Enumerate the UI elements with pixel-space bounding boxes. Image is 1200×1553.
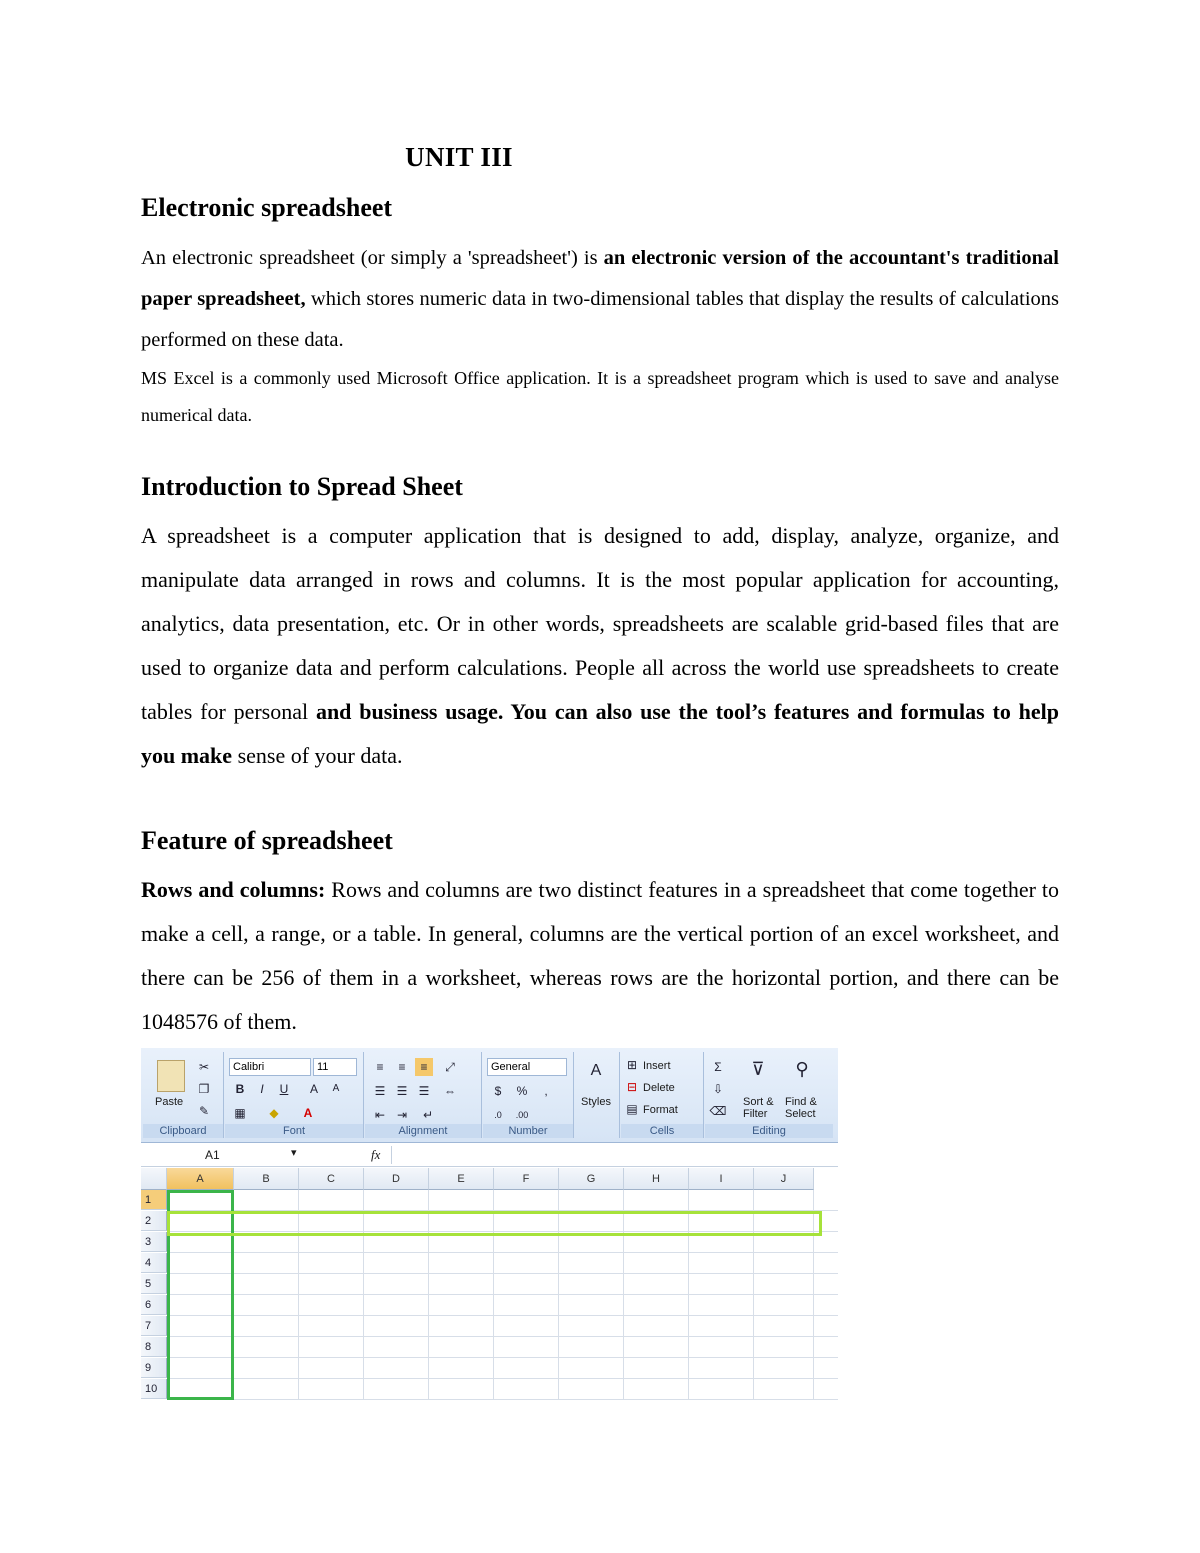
wrap-text-icon[interactable]: ↵ (422, 1108, 434, 1122)
row-header-6[interactable]: 6 (141, 1295, 167, 1315)
unit-title: UNIT III (405, 142, 513, 172)
currency-icon[interactable]: $ (494, 1084, 502, 1098)
column-header-b[interactable]: B (234, 1168, 299, 1190)
align-center-icon[interactable]: ☰ (396, 1084, 408, 1098)
sort-filter-button[interactable]: Sort & Filter (743, 1096, 774, 1120)
column-header-c[interactable]: C (299, 1168, 364, 1190)
paste-icon[interactable] (157, 1060, 185, 1092)
column-header-e[interactable]: E (429, 1168, 494, 1190)
format-icon: ▤ (626, 1102, 638, 1116)
insert-button[interactable]: Insert (643, 1060, 671, 1072)
paste-button[interactable]: Paste (155, 1096, 184, 1108)
editing-group (705, 1052, 833, 1138)
font-size-select[interactable]: 11 (313, 1058, 357, 1076)
fill-icon[interactable]: ⇩ (712, 1082, 724, 1096)
grid-hline (167, 1378, 838, 1379)
paragraph-rows-columns: Rows and columns: Rows and columns are two distinct features in a spreadsheet that come together to make a cell, a range, or a table. In general, columns are the vertical portion of an excel worksheet, and there can be 256 of them in a worksheet, whereas rows are the horizontal portion, and there can be 1048576 of them. (141, 877, 1059, 1034)
fill-color-icon[interactable]: ◆ (269, 1106, 279, 1120)
cut-icon[interactable]: ✂ (198, 1060, 210, 1074)
italic-button[interactable]: I (260, 1082, 264, 1096)
shrink-font-icon[interactable]: A (332, 1083, 340, 1094)
styles-button[interactable]: Styles (581, 1096, 611, 1108)
paragraph-electronic-definition: An electronic spreadsheet (or simply a 'spreadsheet') is an electronic version of the accountant's traditional paper spreadsheet, which stores numeric data in two-dimensional tables that display the results of calculations performed on these data. (141, 247, 1060, 351)
column-header-f[interactable]: F (494, 1168, 559, 1190)
increase-indent-icon[interactable]: ⇥ (396, 1108, 408, 1122)
format-button[interactable]: Format (643, 1104, 678, 1116)
font-group (225, 1052, 364, 1138)
clipboard-group (143, 1052, 224, 1138)
row-header-1[interactable]: 1 (141, 1190, 167, 1210)
grow-font-icon[interactable]: A (309, 1082, 318, 1096)
editing-label: Editing (705, 1124, 833, 1138)
percent-icon[interactable]: % (516, 1084, 528, 1098)
delete-button[interactable]: Delete (643, 1082, 675, 1094)
row-header-8[interactable]: 8 (141, 1337, 167, 1357)
number-group (483, 1052, 574, 1138)
excel-ribbon (141, 1048, 838, 1143)
heading-feature: Feature of spreadsheet (141, 826, 393, 855)
column-header-g[interactable]: G (559, 1168, 624, 1190)
border-icon[interactable]: ▦ (234, 1106, 246, 1120)
align-top-icon[interactable]: ≡ (376, 1060, 384, 1074)
row-header-2[interactable]: 2 (141, 1211, 167, 1231)
column-header-i[interactable]: I (689, 1168, 754, 1190)
row-header-10[interactable]: 10 (141, 1379, 167, 1399)
clipboard-label: Clipboard (143, 1124, 223, 1138)
grid-hline (167, 1399, 838, 1400)
formula-input[interactable] (391, 1146, 838, 1164)
column-header-h[interactable]: H (624, 1168, 689, 1190)
grid-hline (167, 1357, 838, 1358)
align-left-icon[interactable]: ☰ (374, 1084, 386, 1098)
orientation-icon[interactable]: ⤢ (445, 1060, 455, 1074)
styles-group (575, 1052, 620, 1138)
comma-style-icon[interactable]: , (544, 1084, 548, 1098)
cells-group (621, 1052, 704, 1138)
fx-icon[interactable]: fx (371, 1147, 381, 1162)
format-painter-icon[interactable]: ✎ (198, 1104, 210, 1118)
alignment-label: Alignment (365, 1124, 481, 1138)
heading-introduction: Introduction to Spread Sheet (141, 472, 463, 501)
paragraph-ms-excel: MS Excel is a commonly used Microsoft Office application. It is a spreadsheet program which is used to save and analyse numerical data. (141, 368, 1059, 425)
name-box[interactable]: A1 (205, 1148, 220, 1162)
grid-hline (167, 1252, 838, 1253)
alignment-group (365, 1052, 482, 1138)
row-header-3[interactable]: 3 (141, 1232, 167, 1252)
font-color-icon[interactable]: A (303, 1106, 313, 1120)
autosum-icon[interactable]: Σ (714, 1060, 722, 1074)
row-header-5[interactable]: 5 (141, 1274, 167, 1294)
delete-icon: ⊟ (626, 1080, 638, 1094)
sort-filter-icon[interactable]: ⊽ (751, 1059, 765, 1079)
find-select-button[interactable]: Find & Select (785, 1096, 817, 1120)
decrease-decimal-icon[interactable]: .00 (515, 1110, 529, 1120)
underline-button[interactable]: U (279, 1082, 289, 1096)
bold-button[interactable]: B (235, 1082, 245, 1096)
increase-decimal-icon[interactable]: .0 (494, 1110, 502, 1120)
grid-hline (167, 1294, 838, 1295)
copy-icon[interactable]: ❐ (198, 1082, 210, 1096)
cells-label: Cells (621, 1124, 703, 1138)
number-label: Number (483, 1124, 573, 1138)
align-right-icon[interactable]: ☰ (418, 1084, 430, 1098)
name-box-dropdown-icon[interactable]: ▾ (291, 1147, 297, 1159)
grid-hline (167, 1315, 838, 1316)
row-header-4[interactable]: 4 (141, 1253, 167, 1273)
align-bottom-icon[interactable]: ≡ (415, 1058, 433, 1076)
grid-hline (167, 1336, 838, 1337)
find-select-icon[interactable]: ⚲ (795, 1059, 809, 1079)
styles-icon[interactable]: A (590, 1062, 602, 1079)
row-header-9[interactable]: 9 (141, 1358, 167, 1378)
font-label: Font (225, 1124, 363, 1138)
heading-electronic-spreadsheet: Electronic spreadsheet (141, 193, 393, 222)
font-name-select[interactable]: Calibri (229, 1058, 311, 1076)
column-header-d[interactable]: D (364, 1168, 429, 1190)
column-header-a[interactable]: A (167, 1168, 234, 1190)
number-format-select[interactable]: General (487, 1058, 567, 1076)
paragraph-introduction: A spreadsheet is a computer application that is designed to add, display, analyze, organize, and manipulate data arranged in rows and columns. It is the most popular application for accounting, analytics, data presentation, etc. Or in other words, spreadsheets are scalable grid-based files that are used to organize data and perform calculations. People all across the world use spreadsheets to create tables for personal and business usage. You can also use the tool’s features and formulas to help you make sense of your data. (141, 523, 1060, 768)
insert-icon: ⊞ (626, 1058, 638, 1072)
align-middle-icon[interactable]: ≡ (398, 1060, 406, 1074)
excel-screenshot (141, 1048, 838, 1400)
select-all-corner[interactable] (141, 1168, 167, 1190)
merge-center-icon[interactable]: ⇔ (444, 1084, 456, 1098)
row-highlight (167, 1211, 822, 1236)
row-header-7[interactable]: 7 (141, 1316, 167, 1336)
column-header-j[interactable]: J (754, 1168, 814, 1190)
decrease-indent-icon[interactable]: ⇤ (374, 1108, 386, 1122)
clear-icon[interactable]: ⌫ (709, 1104, 727, 1118)
grid-hline (167, 1273, 838, 1274)
formula-bar (141, 1144, 838, 1167)
